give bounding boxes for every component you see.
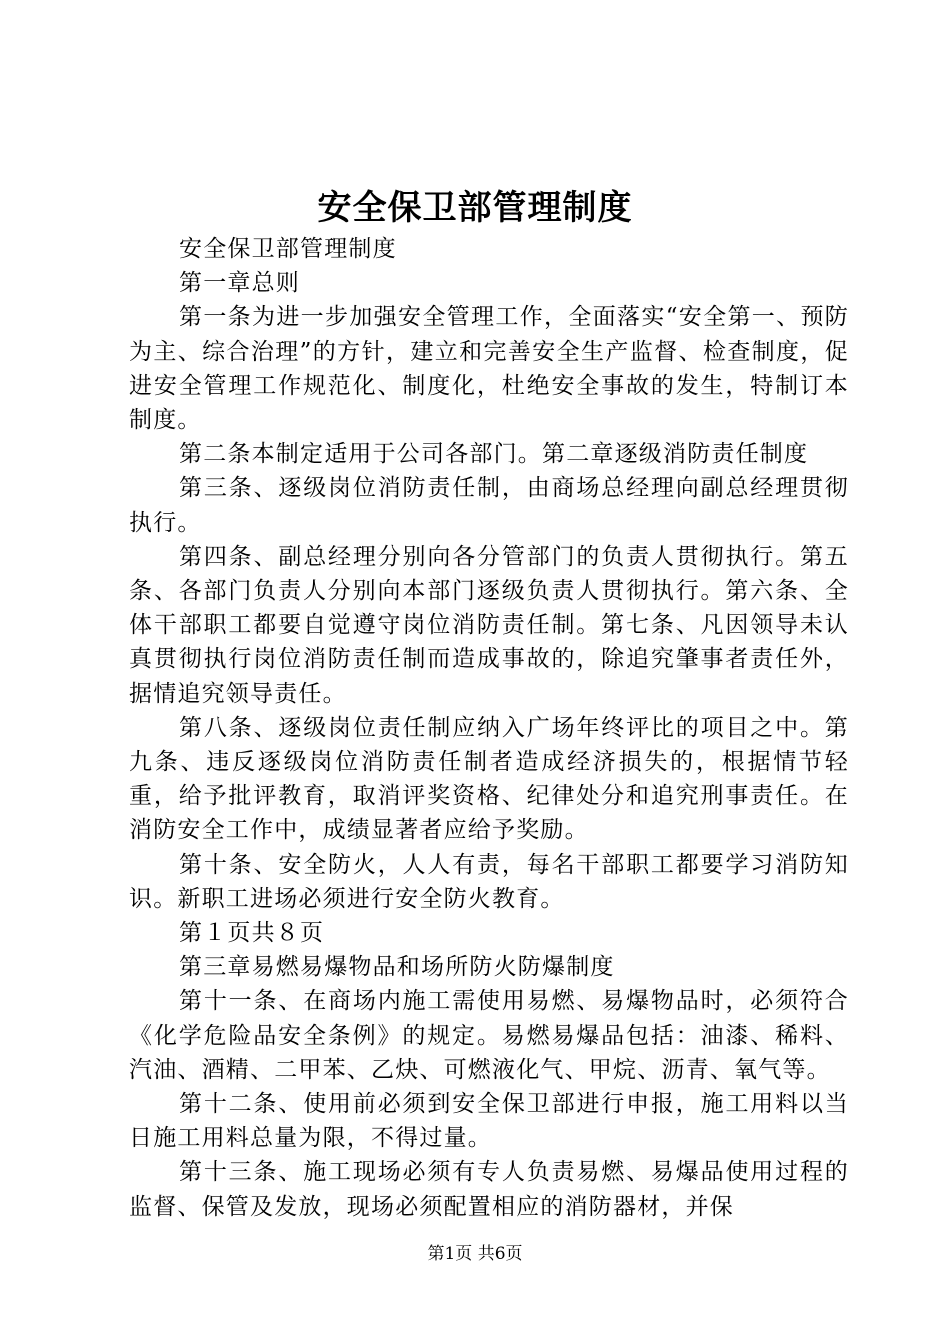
paragraph: 第三章易燃易爆物品和场所防火防爆制度 — [179, 954, 615, 981]
paragraph: 第一章总则 — [179, 270, 300, 297]
paragraph: 第三条、逐级岗位消防责任制，由商场总经理向副总经理贯彻执行。 — [129, 475, 849, 536]
page-footer: 第1页 共6页 — [427, 1244, 523, 1264]
paragraph: 第二条本制定适用于公司各部门。第二章逐级消防责任制度 — [179, 441, 809, 468]
paragraph: 第十三条、施工现场必须有专人负责易燃、易爆品使用过程的监督、保管及发放，现场必须配置相应的消防器材，并保 — [129, 1159, 849, 1220]
paragraph: 第十条、安全防火，人人有责，每名干部职工都要学习消防知识。新职工进场必须进行安全防火教育。 — [129, 851, 849, 912]
paragraph: 第一条为进一步加强安全管理工作，全面落实“安全第一、预防为主、综合治理”的方针，建立和完善安全生产监督、检查制度，促进安全管理工作规范化、制度化，杜绝安全事故的发生，特制订本制度。 — [129, 304, 849, 434]
paragraph: 安全保卫部管理制度 — [179, 236, 397, 262]
paragraph: 第八条、逐级岗位责任制应纳入广场年终评比的项目之中。第九条、违反逐级岗位消防责任制者造成经济损失的，根据情节轻重，给予批评教育，取消评奖资格、纪律处分和追究刑事责任。在消防安全工作中，成绩显著者应给予奖励。 — [129, 714, 849, 844]
document-title: 安全保卫部管理制度 — [317, 188, 633, 228]
paragraph: 第四条、副总经理分别向各分管部门的负责人贯彻执行。第五条、各部门负责人分别向本部门逐级负责人贯彻执行。第六条、全体干部职工都要自觉遵守岗位消防责任制。第七条、凡因领导未认真贯彻执行岗位消防责任制而造成事故的，除追究肇事者责任外，据情追究领导责任。 — [129, 543, 849, 707]
paragraph: 第１页共８页 — [179, 920, 325, 947]
paragraph: 第十二条、使用前必须到安全保卫部进行申报，施工用料以当日施工用料总量为限，不得过量。 — [129, 1091, 849, 1152]
paragraph: 第十一条、在商场内施工需使用易燃、易爆物品时，必须符合《化学危险品安全条例》的规定。易燃易爆品包括：油漆、稀料、汽油、酒精、二甲苯、乙炔、可燃液化气、甲烷、沥青、氧气等。 — [129, 988, 849, 1083]
document-body — [129, 232, 849, 1224]
